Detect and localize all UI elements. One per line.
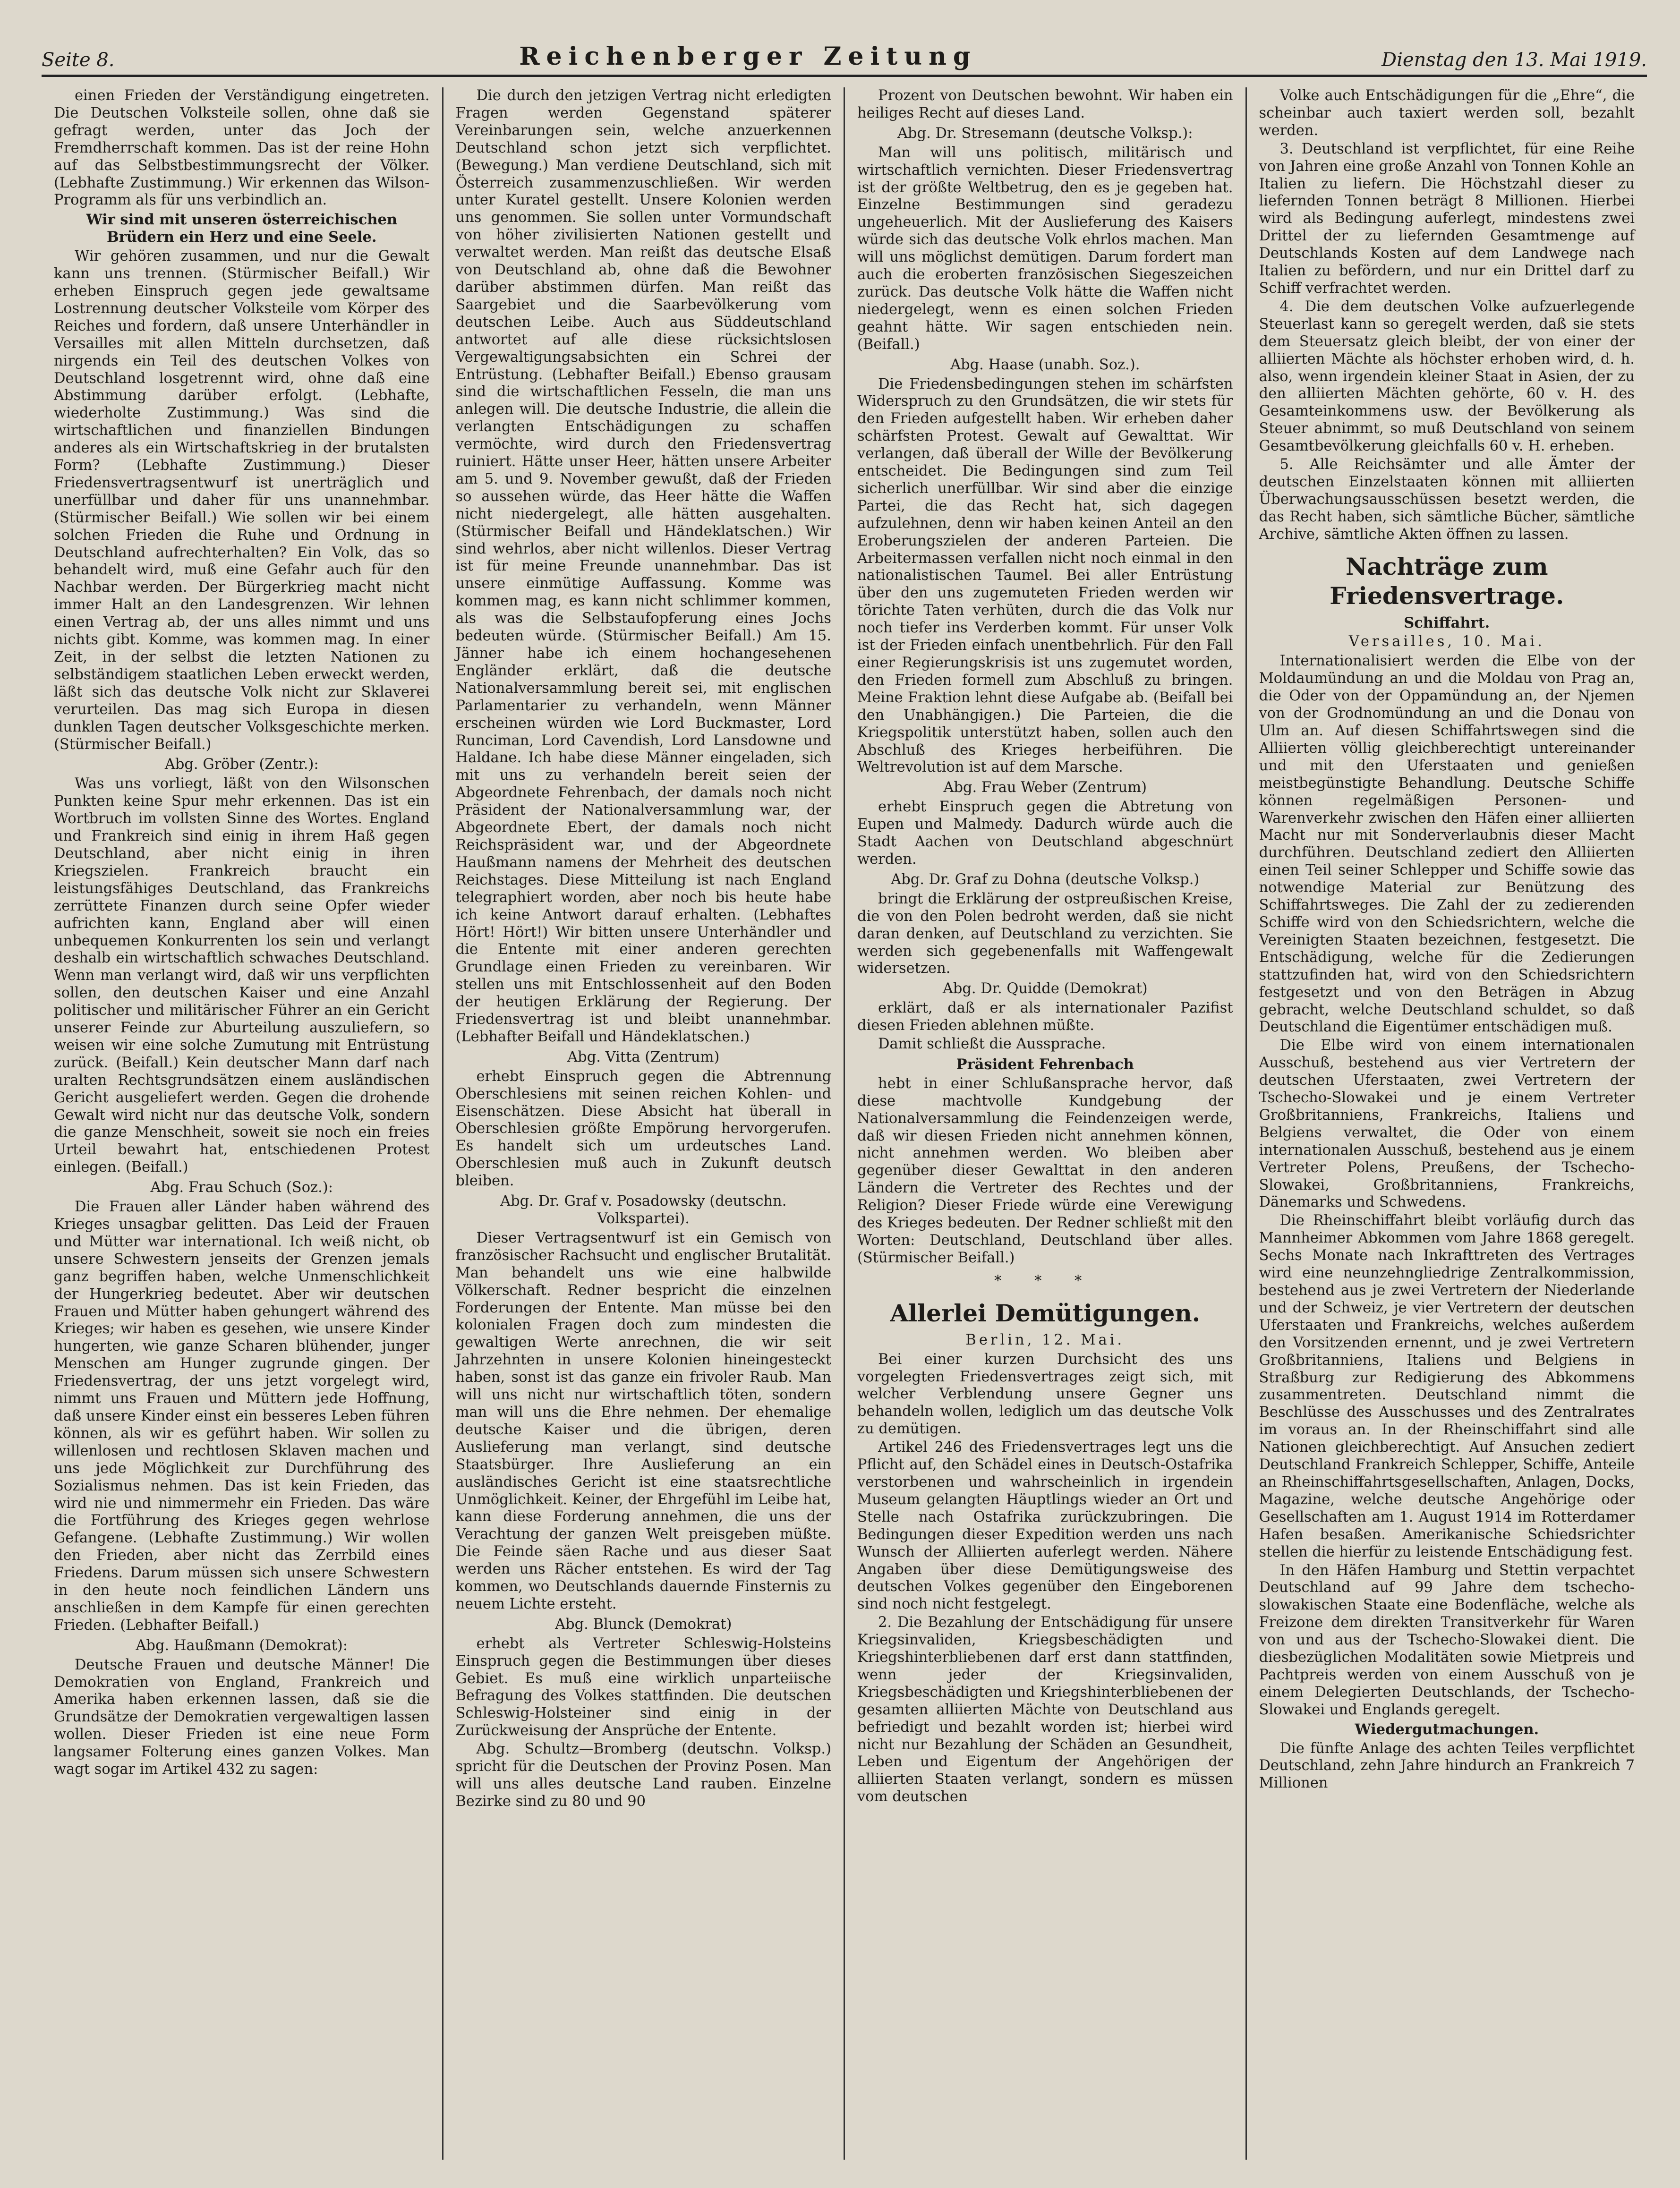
paragraph: 2. Die Bezahlung der Entschädigung für unsere Kriegsinvaliden, Kriegsbeschädigten und Kriegshinterbliebenen darf erst dann stattfinden, wenn jeder der Kriegsinvaliden, Kriegsbeschädigten und Kriegshinterbliebenen der gesamten alliierten Mächte von Deutschland aus befriedigt und bezahlt worden ist; hierbei wird nicht nur Bezahlung der Schäden an Gesundheit, Leben und Eigentum der Angehörigen der alliierten Staaten verlangt, sondern es müssen vom deutschen xyxy=(857,1614,1233,1805)
speaker-line: Abg. Vitta (Zentrum) xyxy=(567,1048,720,1065)
paragraph: Die Elbe wird von einem internationalen Ausschuß, bestehend aus vier Vertretern der deutschen Uferstaaten, zwei Vertretern der Tschecho-Slowakei und je einem Vertreter Großbritanniens, Frankreichs, Italiens und Belgiens verwaltet, die Oder von einem internationalen Ausschuß, bestehend aus je einem Vertreter Polens, Preußens, der Tschecho-Slowakei, Großbritanniens, Frankreichs, Dänemarks und Schwedens. xyxy=(1259,1037,1635,1211)
page-number: Seite 8. xyxy=(42,49,115,71)
paragraph: Die fünfte Anlage des achten Teiles verpflichtet Deutschland, zehn Jahre hindurch an Frankreich 7 Millionen xyxy=(1259,1740,1635,1792)
paragraph: erhebt als Vertreter Schleswig-Holsteins Einspruch gegen die Bestimmungen über dieses Gebiet. Es muß eine wirklich unparteiische Befragung des Volkes stattfinden. Die deutschen Schleswig-Holsteiner sind einig in der Zurückweisung der Ansprüche der Entente. xyxy=(455,1635,831,1739)
paragraph: 3. Deutschland ist verpflichtet, für eine Reihe von Jahren eine große Anzahl von Tonnen Kohle an Italien zu liefern. Die Höchstzahl dieser zu liefernden Tonnen beträgt 8 Millionen. Hierbei wird als Bedingung auferlegt, mindestens zwei Drittel der zu liefernden Gesamtmenge auf Deutschlands Kosten auf dem Landwege nach Italien zu befördern, und nur ein Drittel darf zu Schiff verfrachtet werden. xyxy=(1259,140,1635,297)
paragraph: erklärt, daß er als internationaler Pazifist diesen Frieden ablehnen müßte. xyxy=(857,1000,1233,1034)
speaker-line: Abg. Gröber (Zentr.): xyxy=(164,756,319,773)
speaker-line: Abg. Frau Schuch (Soz.): xyxy=(150,1179,333,1196)
paragraph: Was uns vorliegt, läßt von den Wilsonschen Punkten keine Spur mehr erkennen. Das ist ein Wortbruch im vollsten Sinne des Wortes. England und Frankreich sind einig in ihrem Haß gegen Deutschland, aber nicht einig in ihren Kriegszielen. Frankreich braucht ein leistungsfähiges Deutschland, das Frankreichs zerrüttete Finanzen durch seine Opfer wieder aufrichten kann, England aber will einen unbequemen Konkurrenten los sein und verlangt deshalb ein wirtschaftlich schwaches Deutschland. Wenn man verlangt wird, daß wir uns verpflichten sollen, den deutschen Kaiser und eine Anzahl politischer und militärischer Führer an ein Gericht unserer Feinde zur Aburteilung auszuliefern, so weisen wir eine solche Zumutung mit Entrüstung zurück. (Beifall.) Kein deutscher Mann darf nach uralten Rechtsgrundsätzen einem ausländischen Gericht ausgeliefert werden. Gegen die drohende Gewalt wird nicht nur das deutsche Volk, sondern die ganze Menschheit, soweit sie noch ein freies Urteil bewahrt hat, entschiedenen Protest einlegen. (Beifall.) xyxy=(54,775,430,1176)
issue-date: Dienstag den 13. Mai 1919. xyxy=(1382,49,1647,71)
paragraph: Die Frauen aller Länder haben während des Krieges unsagbar gelitten. Das Leid der Frauen und Mütter war international. Ich weiß nicht, ob unsere Schwestern jenseits der Grenzen jemals ganz begriffen haben, welche Unmenschlichkeit der Hungerkrieg bedeutet. Aber wir deutschen Frauen und Mütter haben gehungert während des Krieges; wir haben es gesehen, wie unsere Kinder hungerten, wie ganze Scharen blühender, junger Menschen am Hunger zugrunde gingen. Der Friedensvertrag, der uns jetzt vorgelegt wird, nimmt uns Frauen und Müttern jede Hoffnung, daß unsere Kinder einst ein besseres Leben führen können, als wir es geführt haben. Wir sollen zu willenlosen und rechtlosen Sklaven machen und uns jede Möglichkeit zur Durchführung des Sozialismus nehmen. Das ist kein Frieden, das wird nie und nimmermehr ein Frieden. Das wäre die Fortführung des Krieges gegen wehrlose Gefangene. (Lebhafte Zustimmung.) Wir wollen den Frieden, aber nicht das Zerrbild eines Friedens. Darum müssen sich unsere Schwestern in den heute noch feindlichen Ländern uns anschließen in dem Kampfe für einen gerechten Frieden. (Lebhafter Beifall.) xyxy=(54,1199,430,1634)
subheading: Wir sind mit unseren österreichischen Brüdern ein Herz und eine Seele. xyxy=(86,211,398,246)
subheading: Wiedergutmachungen. xyxy=(1355,1720,1539,1738)
paragraph: Dieser Vertragsentwurf ist ein Gemisch von französischer Rachsucht und englischer Brutalität. Man behandelt uns wie eine halbwilde Völkerschaft. Redner bespricht die einzelnen Forderungen der Entente. Man müsse bei den kolonialen Fragen doch zum mindesten die gewaltigen Werte anrechnen, die wir seit Jahrzehnten in unsere Kolonien hineingesteckt haben, sonst ist das ganze ein frivoler Raub. Man will uns nicht nur wirtschaftlich töten, sondern man will uns die Ehre nehmen. Der ehemalige deutsche Kaiser und die übrigen, deren Auslieferung man verlangt, sind deutsche Staatsbürger. Ihre Auslieferung an ein ausländisches Gericht ist eine staatsrechtliche Unmöglichkeit. Keiner, der Ehrgefühl im Leibe hat, kann diese Forderung annehmen, die uns der Verachtung der ganzen Welt preisgeben müßte. Die Feinde säen Rache und aus dieser Saat werden uns Rächer entstehen. Es wird der Tag kommen, wo Deutschlands dauernde Finsternis zu neuem Lichte ersteht. xyxy=(455,1229,831,1612)
speaker-line: Abg. Dr. Stresemann (deutsche Volksp.): xyxy=(897,125,1193,142)
paragraph: In den Häfen Hamburg und Stettin verpachtet Deutschland auf 99 Jahre dem tschecho-slowakischen Staate eine Bodenfläche, welche als Freizone dem direkten Transitverkehr für Waren von und aus der Tschecho-Slowakei dient. Die diesbezüglichen Modalitäten sowie Mietpreis und Pachtpreis werden von einem Ausschuß von je einem Delegierten Deutschlands, der Tschecho-Slowakei und Englands geregelt. xyxy=(1259,1562,1635,1718)
column-4 xyxy=(1247,87,1647,2160)
column-1 xyxy=(42,87,443,2160)
paragraph: erhebt Einspruch gegen die Abtrennung Oberschlesiens mit seinen reichen Kohlen- und Eisenschätzen. Diese Absicht hat überall in Oberschlesien größte Empörung hervorgerufen. Es handelt sich um urdeutsches Land. Oberschlesien muß auch in Zukunft deutsch bleiben. xyxy=(455,1068,831,1190)
paragraph: Prozent von Deutschen bewohnt. Wir haben ein heiliges Recht auf dieses Land. xyxy=(857,87,1233,121)
paragraph: Artikel 246 des Friedensvertrages legt uns die Pflicht auf, den Schädel eines in Deutsch-Ostafrika verstorbenen und wahrscheinlich in irgendein Museum gelangten Häuptlings wieder an Ort und Stelle nach Ostafrika zurückzubringen. Die Bedingungen dieser Expedition werden uns nach Wunsch der Alliierten auferlegt werden. Nähere Angaben über diese Demütigungsweise des deutschen Volkes gegenüber den Eingeborenen sind noch nicht festgelegt. xyxy=(857,1439,1233,1613)
speaker-line: Abg. Blunck (Demokrat) xyxy=(555,1616,732,1633)
paragraph: Man will uns politisch, militärisch und wirtschaftlich vernichten. Dieser Friedensvertrag ist der größte Weltbetrug, den es je gegeben hat. Einzelne Bestimmungen sind geradezu ungeheuerlich. Mit der Auslieferung des Kaisers würde sich das deutsche Volk ehrlos machen. Man will uns möglichst demütigen. Darum fordert man auch die eroberten französischen Siegeszeichen zurück. Das deutsche Volk hätte die Waffen nicht niedergelegt, wenn es einen solchen Frieden geahnt hätte. Wir sagen entschieden nein. (Beifall.) xyxy=(857,144,1233,353)
column-2 xyxy=(443,87,845,2160)
dateline: Versailles, 10. Mai. xyxy=(1348,633,1545,650)
paragraph: einen Frieden der Verständigung eingetreten. Die Deutschen Volksteile sollen, ohne daß sie gefragt werden, unter das Joch der Fremdherrschaft kommen. Das ist der reine Hohn auf das Selbstbestimmungsrecht der Völker. (Lebhafte Zustimmung.) Wir erkennen das Wilson-Programm als für uns verbindlich an. xyxy=(54,87,430,209)
article-headline: Nachträge zum Friedensvertrage. xyxy=(1330,552,1564,610)
paragraph: bringt die Erklärung der ostpreußischen Kreise, die von den Polen bedroht werden, daß sie nicht daran denken, auf Deutschland zu verzichten. Sie werden sich gegebenenfalls mit Waffengewalt widersetzen. xyxy=(857,890,1233,977)
paragraph: erhebt Einspruch gegen die Abtretung von Eupen und Malmedy. Dadurch würde auch die Stadt Aachen von Deutschland abgeschnürt werden. xyxy=(857,799,1233,868)
column-3 xyxy=(845,87,1247,2160)
page-header xyxy=(42,43,1647,77)
paragraph: Damit schließt die Aussprache. xyxy=(878,1036,1106,1053)
speaker-line: Abg. Dr. Graf v. Posadowsky (deutschn. Volkspartei). xyxy=(500,1193,787,1227)
paragraph: Die Rheinschiffahrt bleibt vorläufig durch das Mannheimer Abkommen vom Jahre 1868 geregelt. Sechs Monate nach Inkrafttreten des Vertrages wird eine neunzehngliedrige Zentralkommission, bestehend aus je zwei Vertretern der Niederlande und der Schweiz, je vier Vertretern der deutschen Uferstaaten und Frankreichs, welches außerdem den Vorsitzenden ernennt, und je zwei Vertretern Großbritanniens, Italiens und Belgiens in Straßburg zur Redigierung des Abkommens zusammentreten. Deutschland nimmt die Beschlüsse des Ausschusses und des Zentralrates im voraus an. In der Rheinschiffahrt sind alle Nationen gleichberechtigt. Auf Ansuchen zediert Deutschland Frankreich Schlepper, Schiffe, Anteile an Rheinschiffahrtsgesellschaften, Anlagen, Docks, Magazine, welche deutsche Angehörige oder Gesellschaften am 1. August 1914 im Rotterdamer Hafen besaßen. Amerikanische Schiedsrichter stellen die hierfür zu leistende Entschädigung fest. xyxy=(1259,1212,1635,1560)
paragraph: Internationalisiert werden die Elbe von der Moldaumündung an und die Moldau von Prag an, die Oder von der Oppamündung an, der Njemen von der Grodnomündung an und die Donau von Ulm an. Auf diesen Schiffahrtswegen sind die Alliierten völlig gleichberechtigt untereinander und mit den Uferstaaten und genießen meistbegünstigte Behandlung. Deutsche Schiffe können regelmäßigen Personen- und Warenverkehr zwischen den Häfen einer alliierten Macht nur mit Sonderverlaubnis dieser Macht durchführen. Deutschland zediert den Alliierten einen Teil seiner Schlepper und Schiffe sowie das notwendige Material zur Benützung des Schiffahrtsweges. Die Zahl der zu zedierenden Schiffe wird von den Schiedsrichtern, welche die Vereinigten Staaten bezeichnen, festgesetzt. Die Entschädigung, welche für die Zedierungen stattzufinden hat, wird von den Schiedsrichtern festgesetzt und von den Beträgen in Abzug gebracht, welche Deutschland schuldet, so daß Deutschland die Eigentümer entschädigen muß. xyxy=(1259,653,1635,1036)
paragraph: Abg. Schultz—Bromberg (deutschn. Volksp.) spricht für die Deutschen der Provinz Posen. Man will uns alles deutsche Land rauben. Einzelne Bezirke sind zu 80 und 90 xyxy=(455,1741,831,1810)
paragraph: Wir gehören zusammen, und nur die Gewalt kann uns trennen. (Stürmischer Beifall.) Wir erheben Einspruch gegen jede gewaltsame Lostrennung deutscher Volksteile vom Körper des Reiches und fordern, daß unsere Unterhändler in Versailles mit allen Mitteln durchsetzen, daß nirgends ein Teil des deutschen Volkes von Deutschland losgetrennt wird, ohne daß eine Abstimmung darüber erfolgt. (Lebhafte, wiederholte Zustimmung.) Was sind die wirtschaftlichen und finanziellen Bindungen anderes als ein Wirtschaftskrieg in der brutalsten Form? (Lebhafte Zustimmung.) Dieser Friedensvertragsentwurf ist unerträglich und unerfüllbar und daher für uns unannehmbar. (Stürmischer Beifall.) Wie sollen wir bei einem solchen Frieden die Ruhe und Ordnung in Deutschland aufrechterhalten? Ein Volk, das so behandelt wird, muß eine Gefahr auch für den Nachbar werden. Der Bürgerkrieg macht nicht immer Halt an den Landesgrenzen. Wir lehnen einen Vertrag ab, der uns alles nimmt und uns nichts gibt. Komme, was kommen mag. In einer Zeit, in der selbst die letzten Nationen zu selbständigem staatlichen Leben erweckt werden, läßt sich das deutsche Volk nicht zur Sklaverei verurteilen. Das mag sich Europa in diesen dunklen Tagen deutscher Volksgeschichte merken. (Stürmischer Beifall.) xyxy=(54,248,430,753)
paragraph: 5. Alle Reichsämter und alle Ämter der deutschen Einzelstaaten können mit alliierten Überwachungsausschüssen besetzt werden, die das Recht haben, sich sämtliche Bücher, sämtliche Archive, sämtliche Akten öffnen zu lassen. xyxy=(1259,456,1635,543)
paragraph: Bei einer kurzen Durchsicht des uns vorgelegten Friedensvertrages zeigt sich, mit welcher Verblendung unsere Gegner uns behandeln wollen, lediglich um das deutsche Volk zu demütigen. xyxy=(857,1351,1233,1438)
paragraph: 4. Die dem deutschen Volke aufzuerlegende Steuerlast kann so geregelt werden, daß sie stets dem Steuersatz gleich bleibt, der von einer der alliierten Mächte als höchster erhoben wird, d. h. also, wenn irgendein kleiner Staat in Asien, der zu den alliierten Mächten gehörte, 60 v. H. des Gesamteinkommens usw. der Bevölkerung als Steuer abnimmt, so muß Deutschland von seinem Gesamtbevölkerung gleichfalls 60 v. H. erheben. xyxy=(1259,298,1635,455)
section-separator: * * * xyxy=(994,1272,1096,1289)
subheading: Schiffahrt. xyxy=(1404,614,1490,631)
speaker-line: Präsident Fehrenbach xyxy=(956,1056,1134,1073)
paragraph: Deutsche Frauen und deutsche Männer! Die Demokratien von England, Frankreich und Amerika haben erkennen lassen, daß sie die Grundsätze der Demokratien vergewaltigen lassen wollen. Dieser Frieden ist eine neue Form langsamer Folterung eines ganzen Volkes. Man wagt sogar im Artikel 432 zu sagen: xyxy=(54,1656,430,1778)
speaker-line: Abg. Haase (unabh. Soz.). xyxy=(950,356,1140,373)
article-columns xyxy=(42,87,1647,2160)
paragraph: Volke auch Entschädigungen für die „Ehre“, die scheinbar auch taxiert werden soll, bezahlt werden. xyxy=(1259,87,1635,139)
paragraph: Die durch den jetzigen Vertrag nicht erledigten Fragen werden Gegenstand späterer Vereinbarungen sein, welche anzuerkennen Deutschland schon jetzt sich verpflichtet. (Bewegung.) Man verdiene Deutschland, sich mit Österreich zusammenzuschließen. Wir werden unter Kuratel gestellt. Unsere Kolonien werden uns genommen. Sie sollen unter Vormundschaft von höher zivilisierten Nationen gestellt und verwaltet werden. Man reißt das deutsche Elsaß von Deutschland ab, ohne daß die Bewohner darüber abstimmen dürfen. Man reißt das Saargebiet und die Saarbevölkerung vom deutschen Leibe. Auch aus Süddeutschland antwortet auf alle diese rücksichtslosen Vergewaltigungsabsichten ein Schrei der Entrüstung. (Lebhafter Beifall.) Ebenso grausam sind die wirtschaftlichen Fesseln, die man uns anlegen will. Die deutsche Industrie, die allein die verlangten Entschädigungen zu schaffen vermöchte, wird durch den Friedensvertrag ruiniert. Hätte unser Heer, hätten unsere Arbeiter am 5. und 9. November gewußt, daß der Frieden so aussehen würde, das Heer hätte die Waffen nicht niedergelegt, alle hätten ausgehalten. (Stürmischer Beifall und Händeklatschen.) Wir sind wehrlos, aber nicht willenlos. Dieser Vertrag ist für meine Freunde unannehmbar. Das ist unsere einmütige Auffassung. Komme was kommen mag, es kann nicht schlimmer kommen, als was die Selbstaufopferung eines Jochs bedeuten würde. (Stürmischer Beifall.) Am 15. Jänner habe ich einem hochangesehenen Engländer erklärt, daß die deutsche Nationalversammlung bereit sei, mit englischen Parlamentarier zu verhandeln, wenn Männer erscheinen würden wie Lord Buckmaster, Lord Runciman, Lord Cavendish, Lord Lansdowne und Haldane. Ich habe diese Männer eingeladen, sich mit uns zu verhandeln bereit seien der Abgeordnete Fehrenbach, der damals noch nicht Präsident der Nationalversammlung war, der Abgeordnete Ebert, der damals noch nicht Reichspräsident war, und der Abgeordnete Haußmann namens der Mehrheit des deutschen Reichstages. Diese Mitteilung ist nach England telegraphiert worden, aber noch bis heute habe ich keine Antwort darauf erhalten. (Lebhaftes Hört! Hört!) Wir bitten unsere Unterhändler und die Entente mit einer anderen gerechten Grundlage einen Frieden zu vereinbaren. Wir stellen uns mit Entschlossenheit auf den Boden der heutigen Erklärung der Regierung. Der Friedensvertrag ist und bleibt unannehmbar. (Lebhafter Beifall und Händeklatschen.) xyxy=(455,87,831,1045)
speaker-line: Abg. Dr. Quidde (Demokrat) xyxy=(942,980,1148,997)
paragraph: Die Friedensbedingungen stehen im schärfsten Widerspruch zu den Grundsätzen, die wir stets für den Frieden aufgestellt haben. Wir erheben daher schärfsten Protest. Gewalt auf Gewalttat. Wir verlangen, daß überall der Wille der Bevölkerung entscheidet. Die Bedingungen sind zum Teil sicherlich unerfüllbar. Wir sind aber die einzige Partei, die das Recht hat, sich dagegen aufzulehnen, denn wir haben keinen Anteil an den Eroberungszielen der anderen Parteien. Die Arbeitermassen verfallen nicht noch einmal in den nationalistischen Taumel. Bei aller Entrüstung über den uns zugemuteten Frieden werden wir törichte Taten verhüten, durch die das Volk nur noch tiefer ins Verderben kommt. Für unser Volk ist der Frieden einfach unentbehrlich. Für den Fall einer Regierungskrisis ist uns zugemutet worden, den Frieden formell zum Abschluß zu bringen. Meine Fraktion lehnt diese Aufgabe ab. (Beifall bei den Unabhängigen.) Die Parteien, die die Kriegspolitik unterstützt haben, sollen auch den Abschluß des Krieges herbeiführen. Die Weltrevolution ist auf dem Marsche. xyxy=(857,375,1233,776)
newspaper-title: Reichenberger Zeitung xyxy=(519,42,977,71)
article-headline: Allerlei Demütigungen. xyxy=(890,1299,1201,1327)
speaker-line: Abg. Frau Weber (Zentrum) xyxy=(943,779,1147,796)
paragraph: hebt in einer Schlußansprache hervor, daß diese machtvolle Kundgebung der Nationalversammlung die Feindenzeigen werde, daß wir diesen Frieden nicht annehmen können, nicht annehmen werden. Wo bleiben aber gegenüber dieser Gewalttat in den anderen Ländern die Vertreter des Rechtes und der Religion? Dieser Friede würde eine Verewigung des Krieges bedeuten. Der Redner schließt mit den Worten: Deutschland, Deutschland über alles. (Stürmischer Beifall.) xyxy=(857,1075,1233,1266)
dateline: Berlin, 12. Mai. xyxy=(965,1331,1125,1348)
speaker-line: Abg. Haußmann (Demokrat): xyxy=(136,1637,348,1654)
speaker-line: Abg. Dr. Graf zu Dohna (deutsche Volksp.) xyxy=(891,871,1200,888)
